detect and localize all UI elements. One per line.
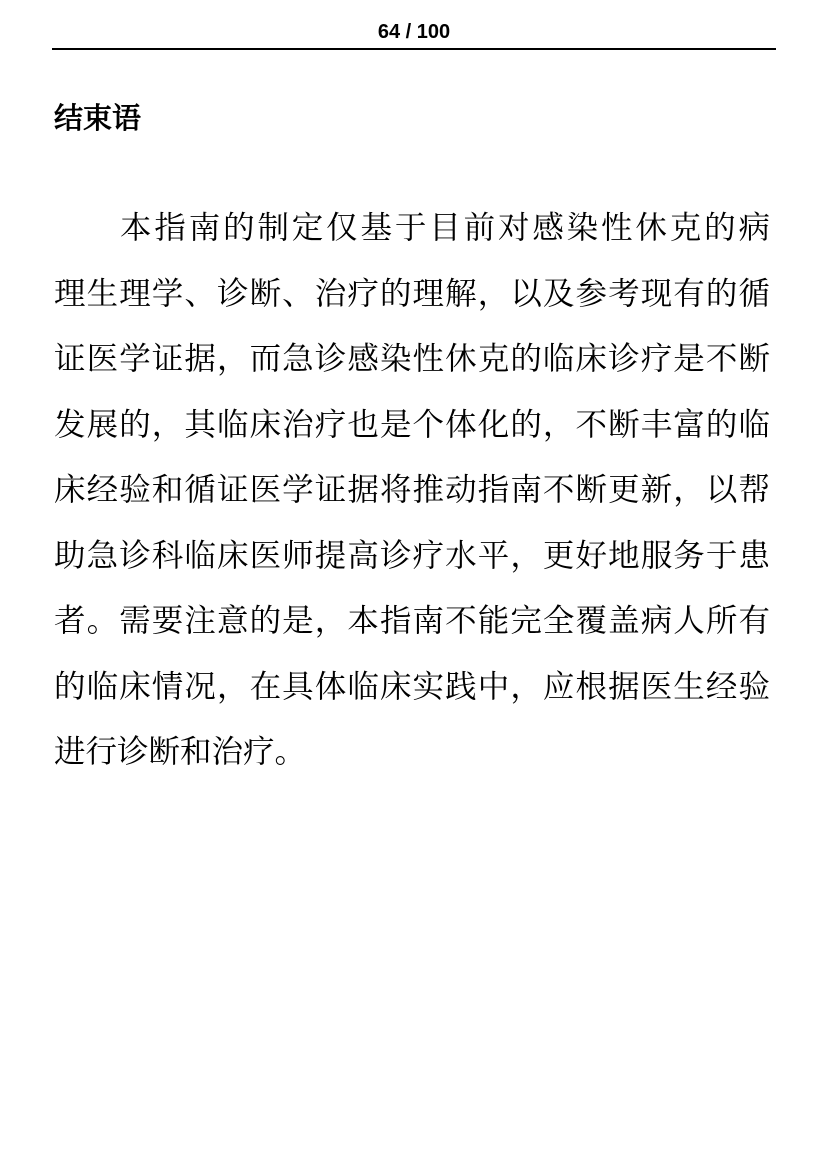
paragraph-line: 的临床情况，在具体临床实践中，应根据医生经验 [54, 668, 770, 705]
paragraph-line: 床经验和循证医学证据将推动指南不断更新，以帮 [54, 472, 770, 508]
paragraph-line: 本指南的制定仅基于目前对感染性休克的病 [120, 210, 770, 246]
paragraph-line: 助急诊科临床医师提高诊疗水平，更好地服务于患 [54, 537, 770, 574]
page-header [52, 14, 776, 50]
section-title: 结束语 [54, 101, 142, 135]
paragraph-line: 者。需要注意的是，本指南不能完全覆盖病人所有 [54, 603, 770, 639]
page-number: 64 / 100 [377, 21, 451, 43]
paragraph-line: 理生理学、诊断、治疗的理解，以及参考现有的循 [54, 275, 770, 312]
body-paragraph [54, 196, 778, 786]
paragraph-line: 进行诊断和治疗。 [54, 734, 307, 770]
paragraph-line: 发展的，其临床治疗也是个体化的，不断丰富的临 [54, 406, 770, 443]
paragraph-line: 证医学证据，而急诊感染性休克的临床诊疗是不断 [54, 341, 770, 377]
